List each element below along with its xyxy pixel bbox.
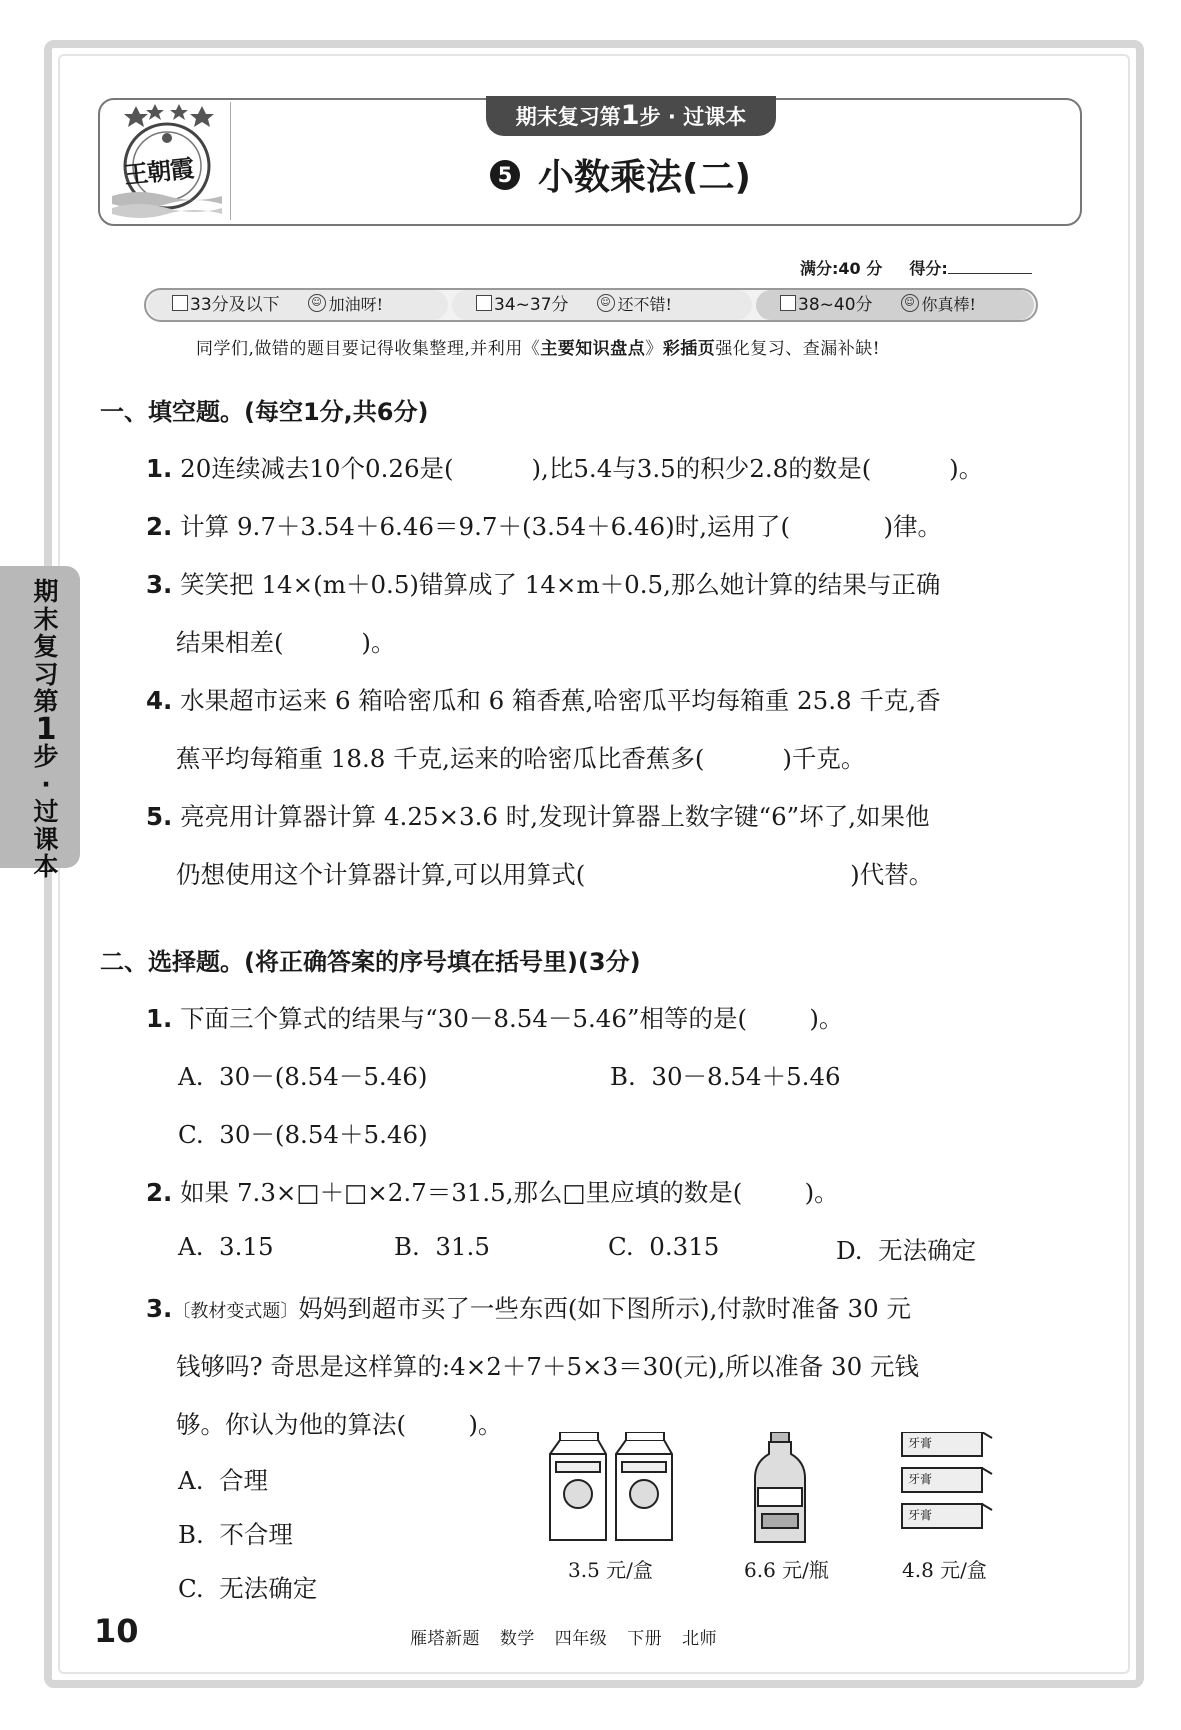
question-2-3 <box>146 1290 911 1325</box>
side-tab-char: 本 <box>33 852 59 881</box>
question-2-2 <box>146 1174 839 1209</box>
question-1-2 <box>146 508 942 543</box>
question-number: 5. <box>146 802 173 831</box>
rating-range: 38~40分 <box>798 295 873 315</box>
rating-option-3 <box>756 290 1034 320</box>
question-text: 20连续减去10个0.26是( ),比5.4与3.5的积少2.8的数是( )。 <box>180 454 984 483</box>
box-label: 牙膏 <box>908 1436 933 1450</box>
price-toothpaste: 4.8 元/盒 <box>902 1558 987 1582</box>
side-tab-char: 复 <box>33 632 59 661</box>
score-line <box>800 256 1032 279</box>
question-text: 水果超市运来 6 箱哈密瓜和 6 箱香蕉,哈密瓜平均每箱重 25.8 千克,香 <box>180 686 941 715</box>
smiley-icon: ☺ <box>901 294 919 312</box>
question-number: 2. <box>146 1178 173 1207</box>
price-milk: 3.5 元/盒 <box>568 1558 653 1582</box>
option-a[interactable]: A. 30－(8.54－5.46) <box>178 1062 428 1091</box>
rating-message: 还不错! <box>617 295 672 314</box>
side-tab-char: 习 <box>33 659 59 689</box>
question-1-1 <box>146 450 983 485</box>
rating-message: 加油呀! <box>328 295 384 314</box>
question-text: 亮亮用计算器计算 4.25×3.6 时,发现计算器上数字键“6”坏了,如果他 <box>180 802 930 831</box>
rating-message: 你真棒! <box>921 295 976 314</box>
question-text: 计算 9.7＋3.54＋6.46＝9.7＋(3.54＋6.46)时,运用了( )律。 <box>180 512 943 541</box>
question-text: 笑笑把 14×(m＋0.5)错算成了 14×m＋0.5,那么她计算的结果与正确 <box>180 570 941 599</box>
question-1-4-cont: 蕉平均每箱重 18.8 千克,运来的哈密瓜比香蕉多( )千克。 <box>176 744 866 773</box>
question-1-5 <box>146 798 930 833</box>
question-1-5-cont: 仍想使用这个计算器计算,可以用算式( )代替。 <box>176 860 934 889</box>
checkbox[interactable] <box>476 295 492 311</box>
question-number: 3. <box>146 570 173 599</box>
question-2-1 <box>146 1000 843 1035</box>
full-score: 满分:40 分 <box>800 259 883 278</box>
notice-bold-1: 主要知识盘点 <box>540 339 646 359</box>
side-tab-char: 过 <box>33 797 59 826</box>
logo-text: 王朝霞 <box>122 153 195 190</box>
question-number: 1. <box>146 454 173 483</box>
side-tab-char: 步 <box>33 742 59 771</box>
option-b[interactable]: B. 不合理 <box>178 1520 293 1549</box>
logo-divider <box>230 102 231 220</box>
notice-bold-2: 彩插页 <box>662 339 716 359</box>
section-heading-choice: 二、选择题。(将正确答案的序号填在括号里)(3分) <box>100 948 641 976</box>
question-1-3 <box>146 566 940 601</box>
question-text: 下面三个算式的结果与“30－8.54－5.46”相等的是( )。 <box>180 1004 844 1033</box>
page-title <box>490 150 890 206</box>
checkbox[interactable] <box>780 295 796 311</box>
side-tab-char: 末 <box>33 604 59 634</box>
side-tab-char: 期 <box>33 577 59 606</box>
notice-mid: 》 <box>645 339 663 359</box>
checkbox[interactable] <box>172 295 188 311</box>
step-banner-prefix: 期末复习第 <box>515 105 621 129</box>
question-1-4 <box>146 682 941 717</box>
question-number: 2. <box>146 512 173 541</box>
question-number: 3. <box>146 1294 173 1323</box>
step-banner <box>486 96 776 136</box>
rating-bar <box>144 288 1038 322</box>
rating-option-2 <box>452 290 752 320</box>
unit-number-badge: 5 <box>490 160 520 190</box>
score-blank[interactable] <box>948 257 1032 274</box>
question-2-3-cont-1: 钱够吗? 奇思是这样算的:4×2＋7＋5×3＝30(元),所以准备 30 元钱 <box>176 1352 920 1381</box>
bottle-icon <box>755 1432 805 1542</box>
score-label: 得分: <box>909 259 948 278</box>
smiley-icon: ☺ <box>597 294 615 312</box>
option-a[interactable]: A. 合理 <box>178 1466 269 1495</box>
side-tab-char: · <box>41 769 51 799</box>
side-tab-char: 1 <box>35 711 57 747</box>
box-label: 牙膏 <box>908 1508 933 1522</box>
question-text: 妈妈到超市买了一些东西(如下图所示),付款时准备 30 元 <box>298 1294 912 1323</box>
option-c[interactable]: C. 无法确定 <box>178 1574 318 1603</box>
page-number: 10 <box>94 1612 139 1650</box>
question-number: 4. <box>146 686 173 715</box>
title-text: 小数乘法(二) <box>538 157 751 198</box>
option-a[interactable]: A. 3.15 <box>178 1232 274 1261</box>
rating-range: 33分及以下 <box>190 295 280 315</box>
side-tab-char: 第 <box>33 687 59 716</box>
notice-pre: 同学们,做错的题目要记得收集整理,并利用《 <box>196 339 541 359</box>
milk-carton-icon <box>550 1432 672 1540</box>
question-1-3-cont: 结果相差( )。 <box>176 628 396 657</box>
notice-post: 强化复习、查漏补缺! <box>715 339 881 359</box>
option-d[interactable]: D. 无法确定 <box>836 1236 977 1265</box>
section-heading-fill-in: 一、填空题。(每空1分,共6分) <box>100 398 429 426</box>
question-2-3-cont-2: 够。你认为他的算法( )。 <box>176 1410 503 1439</box>
option-c[interactable]: C. 0.315 <box>608 1232 720 1261</box>
box-label: 牙膏 <box>908 1472 933 1486</box>
rating-option-1 <box>148 290 448 320</box>
side-tab-char: 课 <box>33 824 59 854</box>
step-banner-number: 1 <box>620 100 640 131</box>
side-tab-text <box>26 578 66 881</box>
question-text: 如果 7.3×□＋□×2.7＝31.5,那么□里应填的数是( )。 <box>180 1178 839 1207</box>
question-tag: 〔教材变式题〕 <box>172 1301 299 1322</box>
step-banner-suffix: 步 · 过课本 <box>639 105 747 129</box>
footer-text: 雁塔新题 数学 四年级 下册 北师 <box>410 1629 718 1649</box>
option-c[interactable]: C. 30－(8.54＋5.46) <box>178 1120 428 1149</box>
question-number: 1. <box>146 1004 173 1033</box>
smiley-icon: ☺ <box>308 294 326 312</box>
price-bottle: 6.6 元/瓶 <box>744 1558 829 1582</box>
option-b[interactable]: B. 30－8.54＋5.46 <box>610 1062 841 1091</box>
notice-text <box>196 334 880 359</box>
option-b[interactable]: B. 31.5 <box>394 1232 490 1261</box>
rating-range: 34~37分 <box>494 295 569 315</box>
